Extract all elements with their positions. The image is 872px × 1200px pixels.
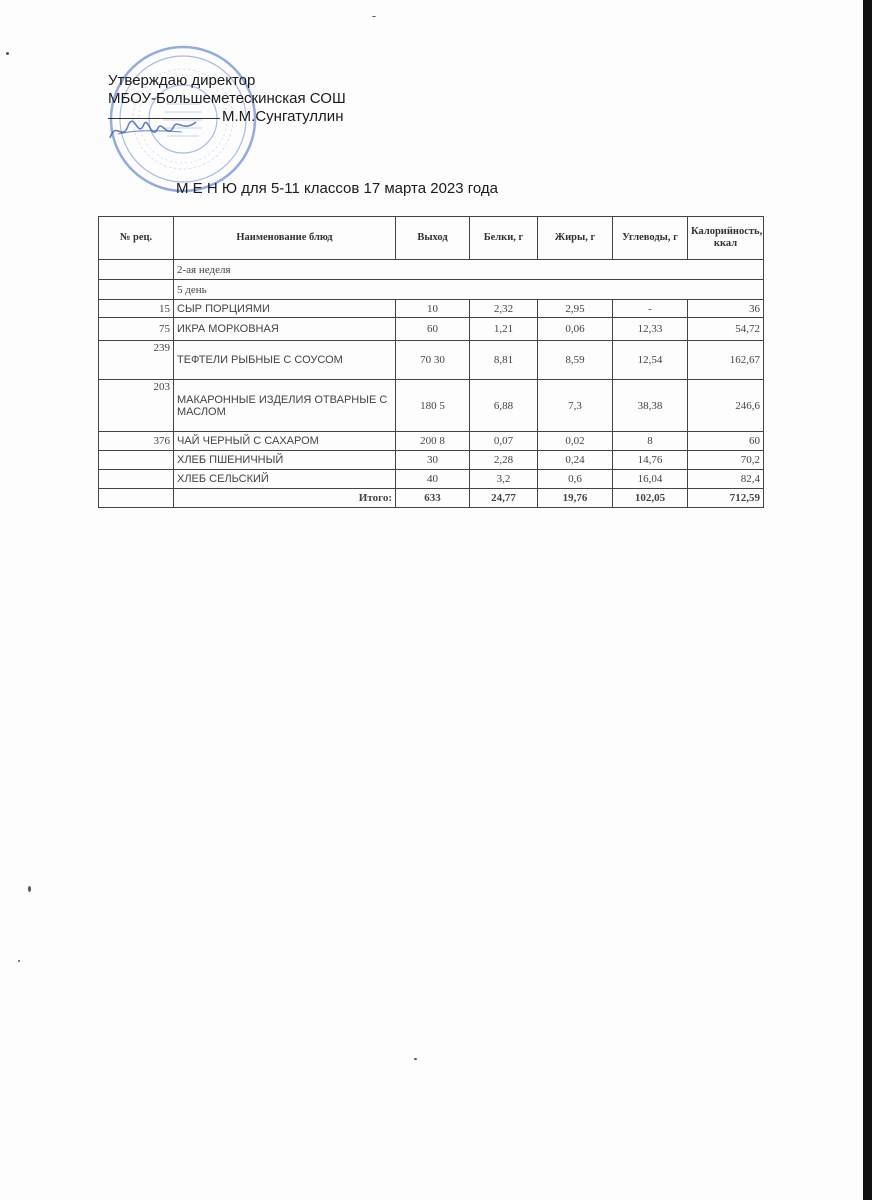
scan-speck	[28, 886, 31, 892]
total-fat: 19,76	[538, 489, 613, 508]
dish-name: ХЛЕБ ПШЕНИЧНЫЙ	[174, 451, 396, 470]
calories-value: 54,72	[688, 318, 764, 341]
output-value: 40	[396, 470, 470, 489]
fat-value: 2,95	[538, 300, 613, 318]
total-protein: 24,77	[470, 489, 538, 508]
header-output: Выход	[396, 217, 470, 260]
approval-title: Утверждаю директор	[108, 72, 256, 89]
approval-school: МБОУ-Большеметескинская СОШ	[108, 90, 346, 107]
day-row	[99, 280, 764, 300]
table-row	[99, 470, 764, 489]
header-dish-name: Наименование блюд	[174, 217, 396, 260]
carbs-value: 16,04	[613, 470, 688, 489]
output-value: 180 5	[396, 380, 470, 432]
scan-edge	[863, 0, 872, 1200]
total-carbs: 102,05	[613, 489, 688, 508]
total-row	[99, 489, 764, 508]
carbs-value: 8	[613, 432, 688, 451]
dish-name: СЫР ПОРЦИЯМИ	[174, 300, 396, 318]
dish-name: ЧАЙ ЧЕРНЫЙ С САХАРОМ	[174, 432, 396, 451]
calories-value: 36	[688, 300, 764, 318]
protein-value: 8,81	[470, 341, 538, 380]
handwritten-signature	[104, 112, 204, 146]
recipe-number: 376	[99, 432, 174, 451]
calories-value: 60	[688, 432, 764, 451]
header-calories: Калорийность, ккал	[688, 217, 764, 260]
carbs-value: 38,38	[613, 380, 688, 432]
dish-name: МАКАРОННЫЕ ИЗДЕЛИЯ ОТВАРНЫЕ С МАСЛОМ	[174, 380, 396, 432]
output-value: 200 8	[396, 432, 470, 451]
total-label: Итого:	[174, 489, 396, 508]
protein-value: 3,2	[470, 470, 538, 489]
protein-value: 6,88	[470, 380, 538, 432]
recipe-number	[99, 451, 174, 470]
carbs-value: -	[613, 300, 688, 318]
carbs-value: 14,76	[613, 451, 688, 470]
table-row	[99, 341, 764, 380]
menu-table	[98, 216, 764, 508]
header-recipe-number: № рец.	[99, 217, 174, 260]
dish-name: ТЕФТЕЛИ РЫБНЫЕ С СОУСОМ	[174, 341, 396, 380]
protein-value: 1,21	[470, 318, 538, 341]
recipe-number: 75	[99, 318, 174, 341]
table-row	[99, 300, 764, 318]
protein-value: 2,28	[470, 451, 538, 470]
table-row	[99, 380, 764, 432]
protein-value: 2,32	[470, 300, 538, 318]
week-label: 2-ая неделя	[174, 260, 764, 280]
recipe-number: 203	[99, 380, 174, 432]
approval-signer: М.М.Сунгатуллин	[222, 108, 344, 125]
calories-value: 70,2	[688, 451, 764, 470]
dish-name: ИКРА МОРКОВНАЯ	[174, 318, 396, 341]
scan-speck	[6, 52, 9, 55]
carbs-value: 12,54	[613, 341, 688, 380]
table-row	[99, 451, 764, 470]
protein-value: 0,07	[470, 432, 538, 451]
recipe-number	[99, 470, 174, 489]
output-value: 60	[396, 318, 470, 341]
scan-speck	[18, 960, 20, 962]
dish-name: ХЛЕБ СЕЛЬСКИЙ	[174, 470, 396, 489]
fat-value: 7,3	[538, 380, 613, 432]
day-label: 5 день	[174, 280, 764, 300]
table-header-row	[99, 217, 764, 260]
calories-value: 246,6	[688, 380, 764, 432]
recipe-number: 15	[99, 300, 174, 318]
header-fat: Жиры, г	[538, 217, 613, 260]
fat-value: 0,24	[538, 451, 613, 470]
fat-value: 0,06	[538, 318, 613, 341]
carbs-value: 12,33	[613, 318, 688, 341]
total-output: 633	[396, 489, 470, 508]
total-calories: 712,59	[688, 489, 764, 508]
week-row	[99, 260, 764, 280]
calories-value: 162,67	[688, 341, 764, 380]
menu-title: М Е Н Ю для 5-11 классов 17 марта 2023 года	[176, 180, 499, 197]
fat-value: 8,59	[538, 341, 613, 380]
table-row	[99, 318, 764, 341]
calories-value: 82,4	[688, 470, 764, 489]
table-row	[99, 432, 764, 451]
recipe-number: 239	[99, 341, 174, 380]
output-value: 70 30	[396, 341, 470, 380]
fat-value: 0,02	[538, 432, 613, 451]
header-protein: Белки, г	[470, 217, 538, 260]
output-value: 10	[396, 300, 470, 318]
fat-value: 0,6	[538, 470, 613, 489]
header-carbs: Углеводы, г	[613, 217, 688, 260]
scan-speck	[372, 16, 376, 17]
output-value: 30	[396, 451, 470, 470]
scan-speck	[414, 1058, 417, 1060]
